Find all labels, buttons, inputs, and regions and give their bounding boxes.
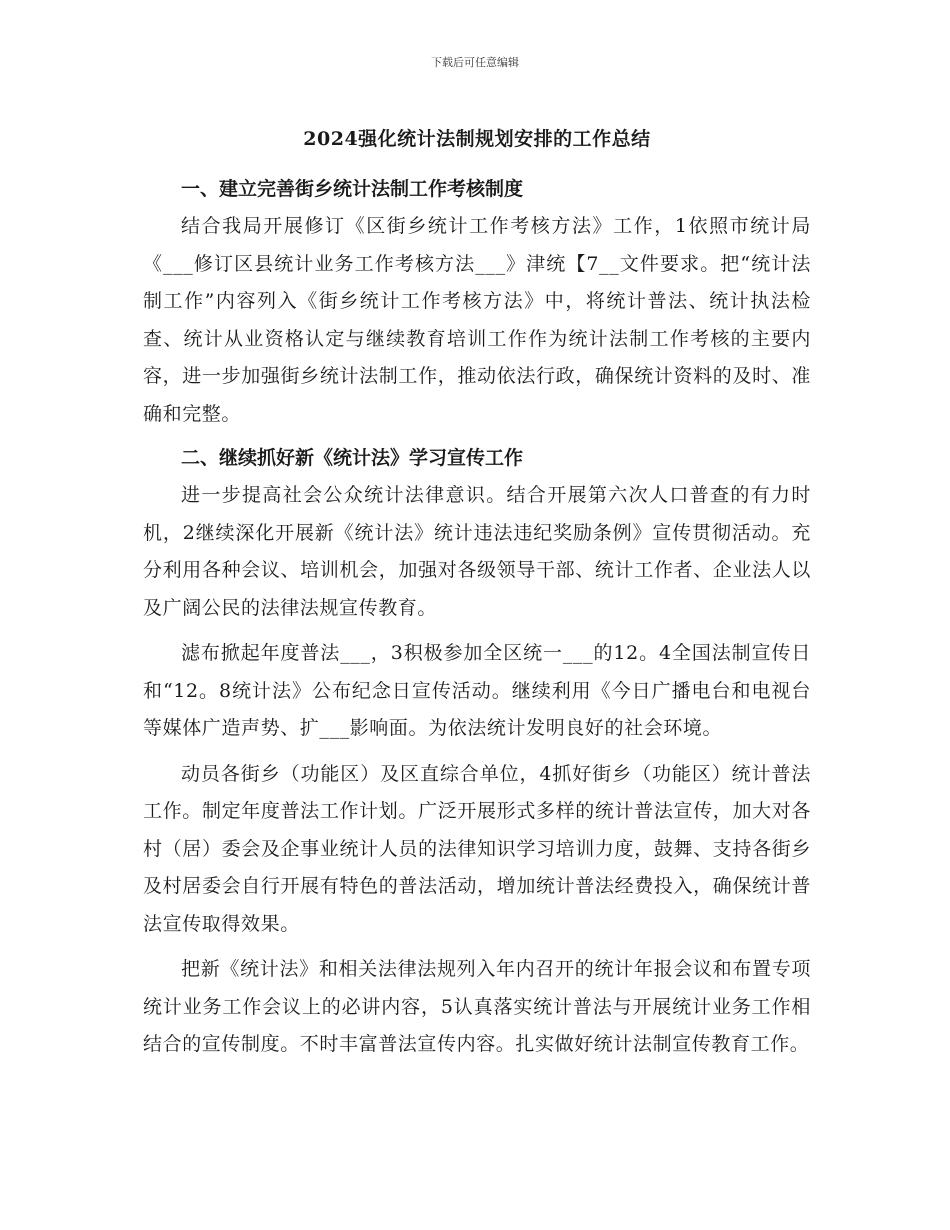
section-heading: 二、继续抓好新《统计法》学习宣传工作 <box>181 447 524 469</box>
section-1 <box>143 172 811 433</box>
section-2 <box>143 441 811 1064</box>
paragraph: 进一步提高社会公众统计法律意识。结合开展第六次人口普查的有力时机，2继续深化开展新《统计法》统计违法违纪奖励条例》宣传贯彻活动。充分利用各种会议、培训机会，加强对各级领导干部、统计工作者、企业法人以及广阔公民的法律法规宣传教育。 <box>143 484 811 619</box>
document-body <box>143 122 811 1072</box>
paragraph: 滤布掀起年度普法___，3积极参加全区统一___的12。4全国法制宣传日和“12。8统计法》公布纪念日宣传活动。继续利用《今日广播电台和电视台等媒体广造声势、扩___影响面。为依法统计发明良好的社会环境。 <box>143 642 811 739</box>
paragraph: 把新《统计法》和相关法律法规列入年内召开的统计年报会议和布置专项统计业务工作会议上的必讲内容，5认真落实统计普法与开展统计业务工作相结合的宣传制度。不时丰富普法宣传内容。扎实做好统计法制宣传教育工作。 <box>143 958 811 1055</box>
document-title: 2024强化统计法制规划安排的工作总结 <box>303 128 651 150</box>
paragraph: 动员各街乡（功能区）及区直综合单位，4抓好街乡（功能区）统计普法工作。制定年度普法工作计划。广泛开展形式多样的统计普法宣传，加大对各村（居）委会及企事业统计人员的法律知识学习培训力度，鼓舞、支持各街乡及村居委会自行开展有特色的普法活动，增加统计普法经费投入，确保统计普法宣传取得效果。 <box>143 762 811 935</box>
page-header-note: 下载后可任意编辑 <box>431 56 519 69</box>
section-heading: 一、建立完善街乡统计法制工作考核制度 <box>181 178 524 200</box>
paragraph: 结合我局开展修订《区街乡统计工作考核方法》工作，1依照市统计局《___修订区县统计业务工作考核方法___》津统【7__文件要求。把“统计法制工作”内容列入《街乡统计工作考核方法》中，将统计普法、统计执法检查、统计从业资格认定与继续教育培训工作作为统计法制工作考核的主要内容，进一步加强街乡统计法制工作，推动依法行政，确保统计资料的及时、准确和完整。 <box>143 215 811 425</box>
